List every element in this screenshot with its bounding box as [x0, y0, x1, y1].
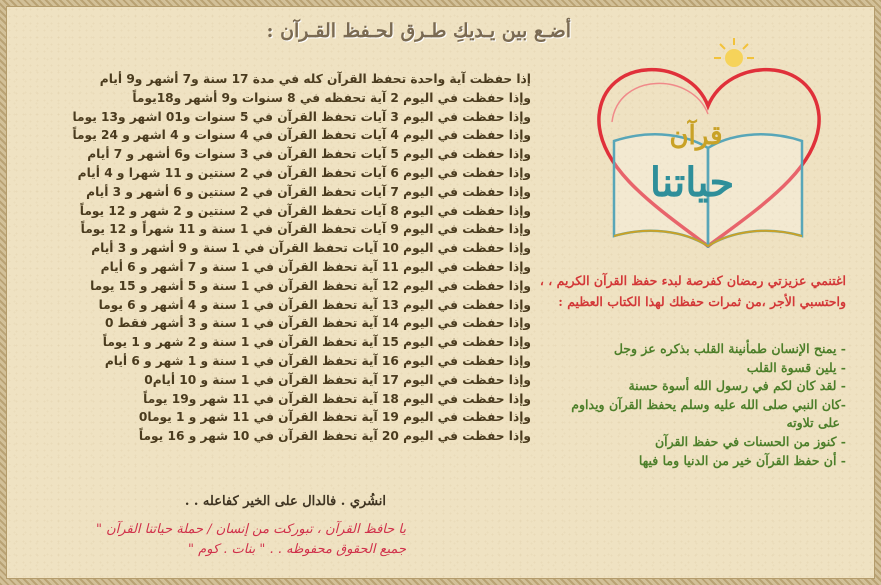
- method-line: وإذا حفظت في اليوم 16 آية تحفظ القرآن في 1 سنة و 1 شهر و 6 أيام: [104, 353, 531, 368]
- method-line: إذا حفظت آية واحدة تحفظ القرآن كله في مدة 17 سنة و7 أشهر و9 أيام: [99, 72, 531, 86]
- logo-text-bottom: حياتنا: [649, 159, 735, 206]
- method-line: وإذا حفظت في اليوم 15 آية تحفظ القرآن في 1 سنة و 2 شهر و 1 يوماً: [102, 335, 531, 350]
- benefit-item: - يمنح الإنسان طمأنينة القلب بذكره عز وجل: [613, 341, 846, 356]
- copyright-line: جميع الحقوق محفوظه . . " بنات . كوم ": [188, 542, 406, 557]
- method-line: وإذا حفظت في اليوم 7 آيات تحفظ القرآن في 2 سنتين و 6 أشهر و 3 أيام: [86, 184, 531, 199]
- benefit-item: -كان النبي صلى الله عليه وسلم يحفظ القرآن ويداوم: [571, 396, 846, 412]
- page-title: أضـع بين يـديكِ طـرق لحـفظ القـرآن :: [266, 20, 571, 42]
- method-line: وإذا حفظت في اليوم 17 آية تحفظ القرآن في 1 سنة و 10 أيام0: [144, 372, 531, 387]
- share-note: انشُري . فالدال على الخير كفاعله . .: [184, 494, 386, 509]
- method-line: وإذا حفظت في اليوم 9 آيات تحفظ القرآن في 1 سنة و 11 شهراً و 12 يوماً: [80, 222, 531, 237]
- campaign-logo: [584, 36, 834, 266]
- logo-text-top: قرآن: [669, 121, 723, 151]
- method-line: وإذا حفظت في اليوم 8 آيات تحفظ القرآن في 2 سنتين و 2 شهر و 12 يوماً: [79, 203, 531, 218]
- method-line: وإذا حفظت في اليوم 4 آيات تحفظ القرآن في 4 سنوات و 4 اشهر و 24 يوماً: [72, 128, 531, 143]
- method-line: وإذا حفظت في اليوم 12 آية تحفظ القرآن في 1 سنة و 5 أشهر و 15 يوما: [90, 278, 531, 293]
- method-line: وإذا حفظت في اليوم 19 آية تحفظ القرآن في 11 شهر و 1 يوما0: [138, 410, 531, 425]
- method-line: وإذا حفظت في اليوم 2 آية تحفظه في 8 سنوات و9 أشهر و18يوماً: [132, 90, 531, 105]
- sun-icon: [714, 38, 754, 67]
- method-line: وإذا حفظت في اليوم 10 آيات تحفظ القرآن في 1 سنة و 9 أشهر و 3 أيام: [91, 241, 531, 256]
- method-line: وإذا حفظت في اليوم 18 آية تحفظ القرآن في 11 شهر و19 يوماً: [143, 391, 531, 406]
- content-panel: [6, 6, 875, 579]
- promo-line: اغتنمي عزيزتي رمضان كفرصة لبدء حفظ القرآن الكريم ، ،: [539, 273, 846, 288]
- benefit-item: - كنوز من الحسنات في حفظ القرآن: [654, 433, 846, 449]
- benefit-item: على تلاوته: [786, 415, 840, 431]
- method-line: وإذا حفظت في اليوم 11 آية تحفظ القرآن في 1 سنة و 7 أشهر و 6 أيام: [100, 259, 531, 274]
- benefit-item: - أن حفظ القرآن خير من الدنيا وما فيها: [638, 452, 846, 468]
- method-line: وإذا حفظت في اليوم 3 آيات تحفظ القرآن في 5 سنوات و01 اشهر و13 يوما: [72, 109, 531, 124]
- ramadan-invitation: [526, 270, 846, 312]
- method-line: وإذا حفظت في اليوم 13 آية تحفظ القرآن في 1 سنة و 4 أشهر و 6 يوما: [98, 297, 531, 312]
- benefit-item: - لقد كان لكم في رسول الله أسوة حسنة: [628, 378, 846, 394]
- signature-line: يا حافظ القرآن ، تبوركت من إنسان / حملة حياتنا القرآن ": [95, 522, 406, 537]
- benefits-list: [566, 340, 846, 470]
- method-line: وإذا حفظت في اليوم 5 آيات تحفظ القرآن في 3 سنوات و6 أشهر و 7 أيام: [87, 147, 531, 162]
- method-line: وإذا حفظت في اليوم 14 آية تحفظ القرآن في 1 سنة و 3 أشهر فقط 0: [104, 316, 531, 331]
- promo-line: واحتسبي الأجر ،من ثمرات حفظك لهذا الكتاب العظيم :: [558, 294, 846, 309]
- memorization-methods-list: [26, 70, 531, 446]
- benefit-item: - يلين قسوة القلب: [746, 359, 846, 375]
- method-line: وإذا حفظت في اليوم 20 آية تحفظ القرآن في 10 شهر و 16 يوماً: [138, 429, 531, 444]
- method-line: وإذا حفظت في اليوم 6 آيات تحفظ القرآن في 2 سنتين و 11 شهرا و 4 أيام: [77, 165, 531, 180]
